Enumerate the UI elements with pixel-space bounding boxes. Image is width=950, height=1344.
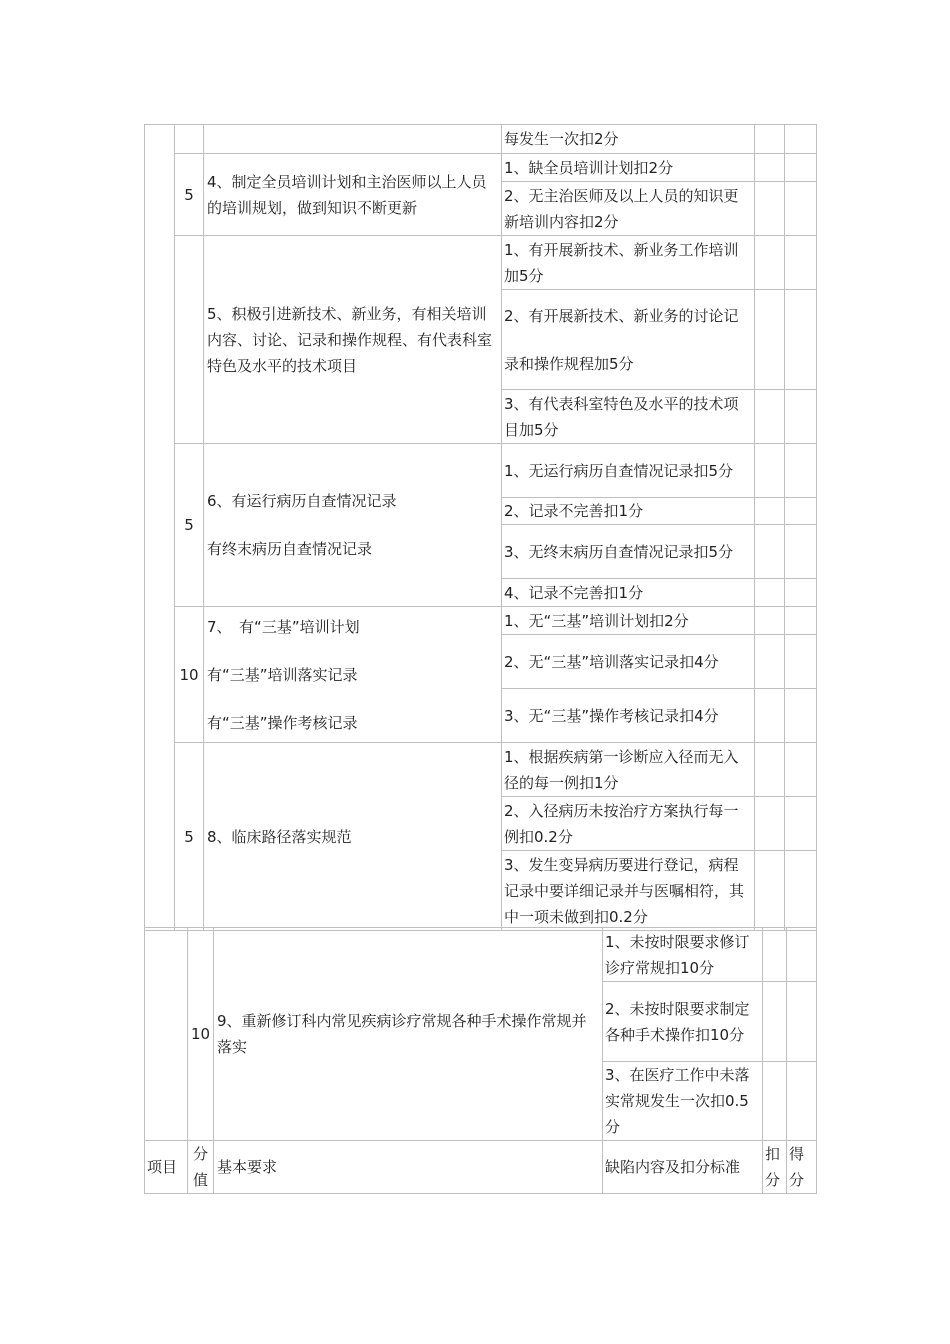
deduction-cell: 2、无“三基”培训落实记录扣4分 [502, 635, 755, 689]
score-cell: 10 [188, 928, 214, 1141]
deduction-cell: 3、无终末病历自查情况记录扣5分 [502, 525, 755, 579]
score-cell [175, 236, 204, 444]
score-table-lower [144, 927, 817, 1194]
deduction-cell: 1、有开展新技术、新业务工作培训加5分 [502, 236, 755, 290]
score-cell: 5 [175, 743, 204, 931]
table-row [145, 125, 817, 154]
header-get: 得分 [787, 1141, 817, 1194]
deduction-cell: 每发生一次扣2分 [502, 125, 755, 154]
score-cell: 5 [175, 154, 204, 236]
deduction-cell: 2、入径病历未按治疗方案执行每一例扣0.2分 [502, 797, 755, 851]
requirement-line: 有“三基”培训落实记录 [207, 665, 358, 684]
deduction-cell: 3、发生变异病历要进行登记，病程记录中要详细记录并与医嘱相符，其中一项未做到扣0.2分 [502, 851, 755, 931]
table-row [145, 743, 817, 797]
deduction-cell: 3、在医疗工作中未落实常规发生一次扣0.5分 [603, 1062, 763, 1141]
requirement-line: 有“三基”操作考核记录 [207, 713, 358, 732]
deduction-cell: 1、无运行病历自查情况记录扣5分 [502, 444, 755, 498]
requirement-cell: 9、重新修订科内常见疾病诊疗常规各种手术操作常规并落实 [214, 928, 603, 1141]
deduction-cell: 2、未按时限要求制定各种手术操作扣10分 [603, 982, 763, 1062]
score-table-upper [144, 124, 817, 931]
project-cell [145, 928, 188, 1141]
deduction-cell: 1、无“三基”培训计划扣2分 [502, 607, 755, 635]
header-score: 分值 [188, 1141, 214, 1194]
deduction-cell: 3、有代表科室特色及水平的技术项目加5分 [502, 390, 755, 444]
requirement-line: 6、有运行病历自查情况记录 [207, 492, 397, 510]
header-deduct: 扣分 [763, 1141, 787, 1194]
deduction-line: 2、有开展新技术、新业务的讨论记 [504, 306, 739, 325]
requirement-cell: 5、积极引进新技术、新业务，有相关培训内容、讨论、记录和操作规程、有代表科室特色及水平的技术项目 [204, 236, 502, 444]
header-deduction-standard: 缺陷内容及扣分标准 [603, 1141, 763, 1194]
project-cell [145, 125, 175, 931]
requirement-line: 7、 有“三基”培训计划 [207, 617, 360, 636]
deduction-cell [502, 290, 755, 390]
table-row [145, 928, 817, 982]
table-row [145, 154, 817, 182]
requirement-cell [204, 607, 502, 743]
requirement-cell: 4、制定全员培训计划和主治医师以上人员的培训规划，做到知识不断更新 [204, 154, 502, 236]
deduction-cell: 4、记录不完善扣1分 [502, 579, 755, 607]
score-cell: 10 [175, 607, 204, 743]
table-row [145, 236, 817, 290]
header-project: 项目 [145, 1141, 188, 1194]
deduction-cell: 2、无主治医师及以上人员的知识更新培训内容扣2分 [502, 182, 755, 236]
deduction-cell: 1、未按时限要求修订诊疗常规扣10分 [603, 928, 763, 982]
deduction-cell: 3、无“三基”操作考核记录扣4分 [502, 689, 755, 743]
deduction-cell: 2、记录不完善扣1分 [502, 498, 755, 525]
requirement-cell: 8、临床路径落实规范 [204, 743, 502, 931]
deduction-line: 录和操作规程加5分 [504, 354, 634, 373]
requirement-cell [204, 444, 502, 607]
table-row [145, 444, 817, 498]
score-cell: 5 [175, 444, 204, 607]
deduction-cell: 1、缺全员培训计划扣2分 [502, 154, 755, 182]
table-row [145, 607, 817, 635]
header-row [145, 1141, 817, 1194]
requirement-line: 有终末病历自查情况记录 [207, 540, 373, 558]
header-requirement: 基本要求 [214, 1141, 603, 1194]
deduction-cell: 1、根据疾病第一诊断应入径而无入径的每一例扣1分 [502, 743, 755, 797]
